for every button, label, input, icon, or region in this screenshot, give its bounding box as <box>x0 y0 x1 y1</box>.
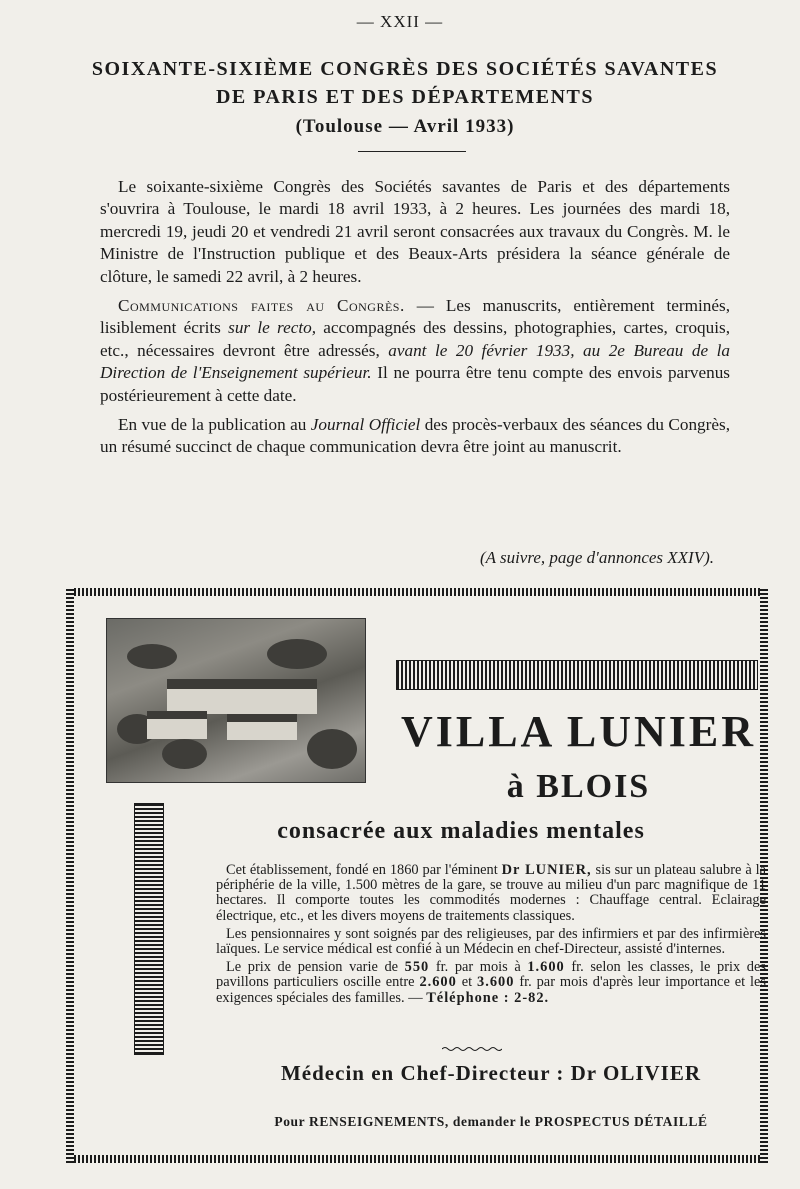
ad-description <box>216 863 766 1009</box>
ad-border-left <box>66 588 74 1163</box>
price-4: 3.600 <box>477 974 515 991</box>
p3-text-b: des procès-verbaux des séances du Congrès, un résumé succinct de chaque communication devra être joint au manuscrit. <box>100 415 730 457</box>
ad-name: VILLA LUNIER <box>400 707 757 756</box>
squiggle-divider <box>442 1046 502 1052</box>
ad-director: Médecin en Chef-Directeur : Dr OLIVIER <box>280 1061 702 1085</box>
ad-paragraph-2: Les pensionnaires y sont soignés par des religieuses, par des infirmiers et par des infirmières laïques. Le service médical est confié à un Médecin en chef-Directeur, assisté d'internes. <box>216 925 766 958</box>
advertisement <box>66 588 768 1163</box>
page-number: — XXII — <box>356 12 444 31</box>
ad-p3-d: et <box>456 974 478 991</box>
article-paragraph-1: Le soixante-sixième Congrès des Sociétés savantes de Paris et des départements s'ouvrira à Toulouse, le mardi 18 avril 1933, à 2 heures. Les journées des mardi 18, mercredi 19, jeudi 20 et vendredi 21 avril seront consacrées aux travaux du Congrès. M. le Ministre de l'Instruction publique et des Beaux-Arts présidera la séance générale de clôture, le samedi 22 avril, à 2 heures. <box>100 177 730 286</box>
ad-p3-a: Le prix de pension varie de <box>226 959 405 976</box>
ad-contact: Pour RENSEIGNEMENTS, demander le PROSPECTUS DÉTAILLÉ <box>274 1114 708 1129</box>
heading-line-1: SOIXANTE-SIXIÈME CONGRÈS DES SOCIÉTÉS SAVANTES <box>91 58 719 80</box>
article-body <box>100 176 730 466</box>
p2-italic-1: sur le recto, <box>228 318 317 338</box>
ad-p1-b: sis sur un plateau salubre à la périphérie de la ville, 1.500 mètres de la gare, se trouve au milieu d'un parc magnifique de 11 hectares. Il comporte toutes les commodités modernes : Chauffage central. Eclairage électrique, etc., et les divers moyens de traitements classiques. <box>216 862 766 924</box>
p2-italic-2: avant le 20 février 1933, au 2e Bureau de la Direction de l'Enseignement supérieur. <box>100 340 730 383</box>
ad-location: à BLOIS <box>506 768 651 805</box>
price-2: 1.600 <box>527 959 565 976</box>
p3-text-a: En vue de la publication au <box>118 415 311 435</box>
ad-p3-b: fr. par mois à <box>429 959 528 976</box>
ad-border-top <box>66 588 768 596</box>
article-paragraph-3 <box>100 414 730 459</box>
ad-border-bottom <box>66 1155 768 1163</box>
price-3: 2.600 <box>419 974 457 991</box>
ad-tagline: consacrée aux maladies mentales <box>277 818 645 844</box>
continued-note: (A suivre, page d'annonces XXIV). <box>479 548 714 567</box>
p3-italic: Journal Officiel <box>310 415 421 435</box>
ad-p3-c: fr. selon les classes, le prix des pavillons particuliers oscille entre <box>216 959 766 991</box>
ad-p3-e: fr. par mois d'après leur importance et les exigences spéciales des familles. — <box>216 974 767 1006</box>
ornament-bar-top <box>396 660 758 690</box>
communications-lead: Communications faites au Congrès. <box>118 296 405 316</box>
heading-rule <box>358 151 466 152</box>
ad-paragraph-1 <box>216 863 766 924</box>
building-aerial-photo <box>106 618 366 783</box>
ad-p1-bold: Dr LUNIER, <box>501 862 592 878</box>
heading-line-3: (Toulouse — Avril 1933) <box>295 116 515 137</box>
ad-phone: Téléphone : 2-82. <box>426 989 550 1006</box>
price-1: 550 <box>404 959 430 976</box>
article-paragraph-2 <box>100 295 730 407</box>
ad-paragraph-3 <box>216 960 766 1006</box>
ornament-bar-side <box>134 803 164 1055</box>
p2-text-a: — Les manuscrits, entièrement terminés, lisiblement écrits <box>100 296 730 338</box>
ad-p1-a: Cet établissement, fondé en 1860 par l'éminent <box>226 862 502 878</box>
p2-text-c: Il ne pourra être tenu compte des envois parvenus postérieurement à cette date. <box>100 363 730 405</box>
heading-line-2: DE PARIS ET DES DÉPARTEMENTS <box>215 86 595 108</box>
p2-text-b: accompagnés des dessins, photographies, cartes, croquis, etc., nécessaires devront être adressés, <box>100 318 730 360</box>
